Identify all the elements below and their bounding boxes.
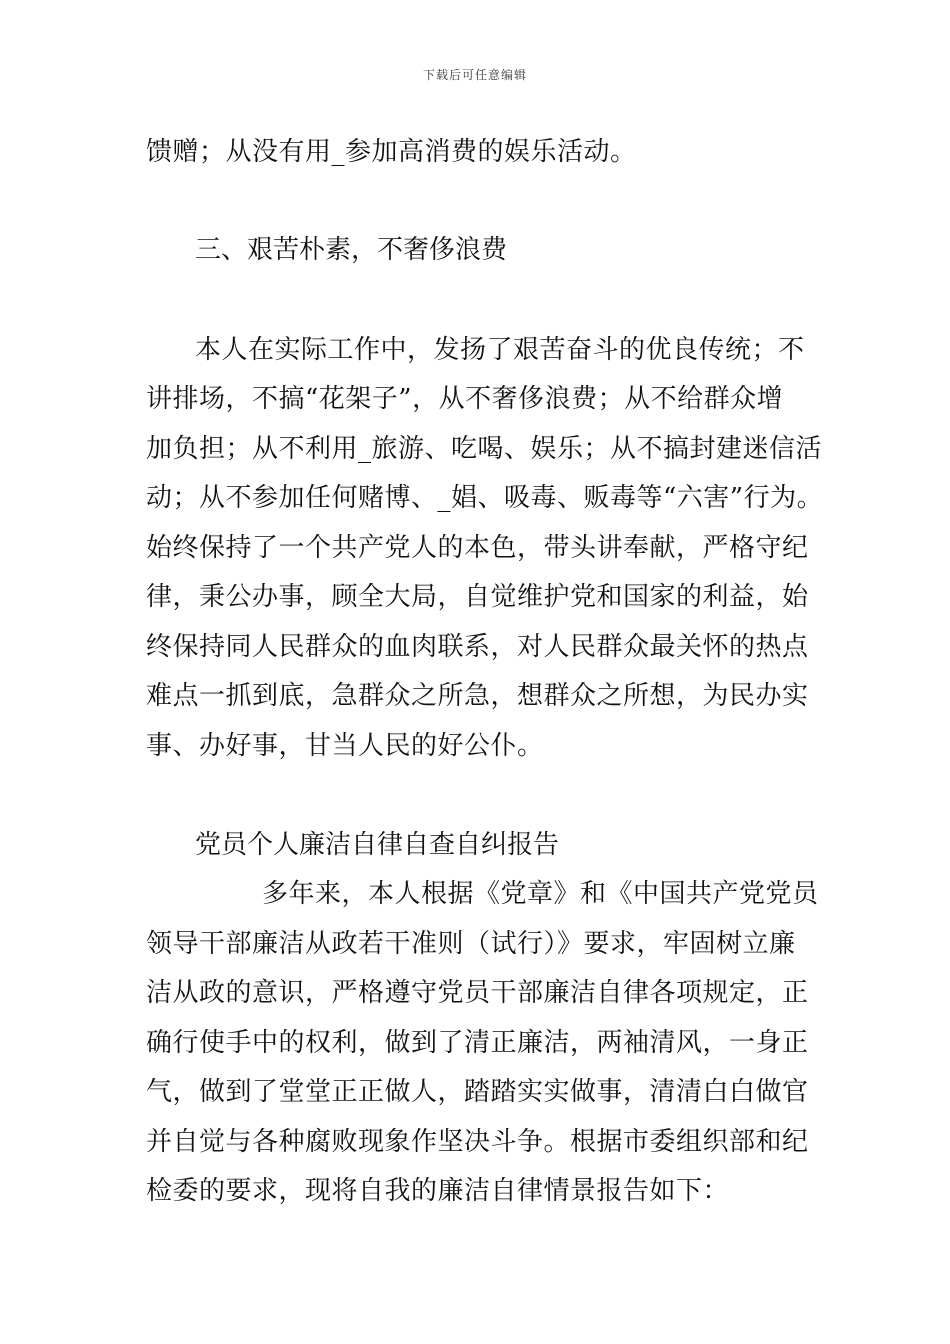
paragraph-line: 律，秉公办事，顾全大局，自觉维护党和国家的利益，始: [146, 582, 809, 612]
paragraph-line: 本人在实际工作中，发扬了艰苦奋斗的优良传统；不: [195, 335, 805, 365]
paragraph-line: 确行使手中的权利，做到了清正廉洁，两袖清风，一身正: [146, 1028, 809, 1058]
section-heading: 三、艰苦朴素，不奢侈浪费: [195, 235, 508, 265]
paragraph-line: 洁从政的意识，严格遵守党员干部廉洁自律各项规定，正: [146, 978, 809, 1008]
paragraph-line: 难点一抓到底，急群众之所急，想群众之所想，为民办实: [146, 681, 809, 711]
paragraph-line: 加负担；从不利用_旅游、吃喝、娱乐；从不搞封建迷信活: [146, 434, 823, 464]
paragraph-line: 领导干部廉洁从政若干准则（试行）》要求，牢固树立廉: [146, 929, 796, 959]
paragraph-line: 多年来，本人根据《党章》和《中国共产党党员: [262, 879, 819, 909]
paragraph-line: 动；从不参加任何赌博、_娼、吸毒、贩毒等“六害”行为。: [146, 483, 824, 513]
header-note: 下载后可任意编辑: [422, 68, 527, 82]
paragraph-line: 始终保持了一个共产党人的本色，带头讲奉献，严格守纪: [146, 533, 809, 563]
paragraph-line: 终保持同人民群众的血肉联系，对人民群众最关怀的热点: [146, 632, 809, 662]
paragraph-line: 讲排场，不搞“花架子”，从不奢侈浪费；从不给群众增: [146, 384, 784, 414]
paragraph-line: 检委的要求，现将自我的廉洁自律情景报告如下：: [146, 1176, 730, 1206]
paragraph-continuation: 馈赠；从没有用_参加高消费的娱乐活动。: [146, 137, 637, 167]
paragraph-line: 并自觉与各种腐败现象作坚决斗争。根据市委组织部和纪: [146, 1127, 809, 1157]
report-title: 党员个人廉洁自律自查自纠报告: [195, 830, 560, 860]
paragraph-line: 事、办好事，甘当人民的好公仆。: [146, 731, 544, 761]
paragraph-line: 气，做到了堂堂正正做人，踏踏实实做事，清清白白做官: [146, 1077, 809, 1107]
